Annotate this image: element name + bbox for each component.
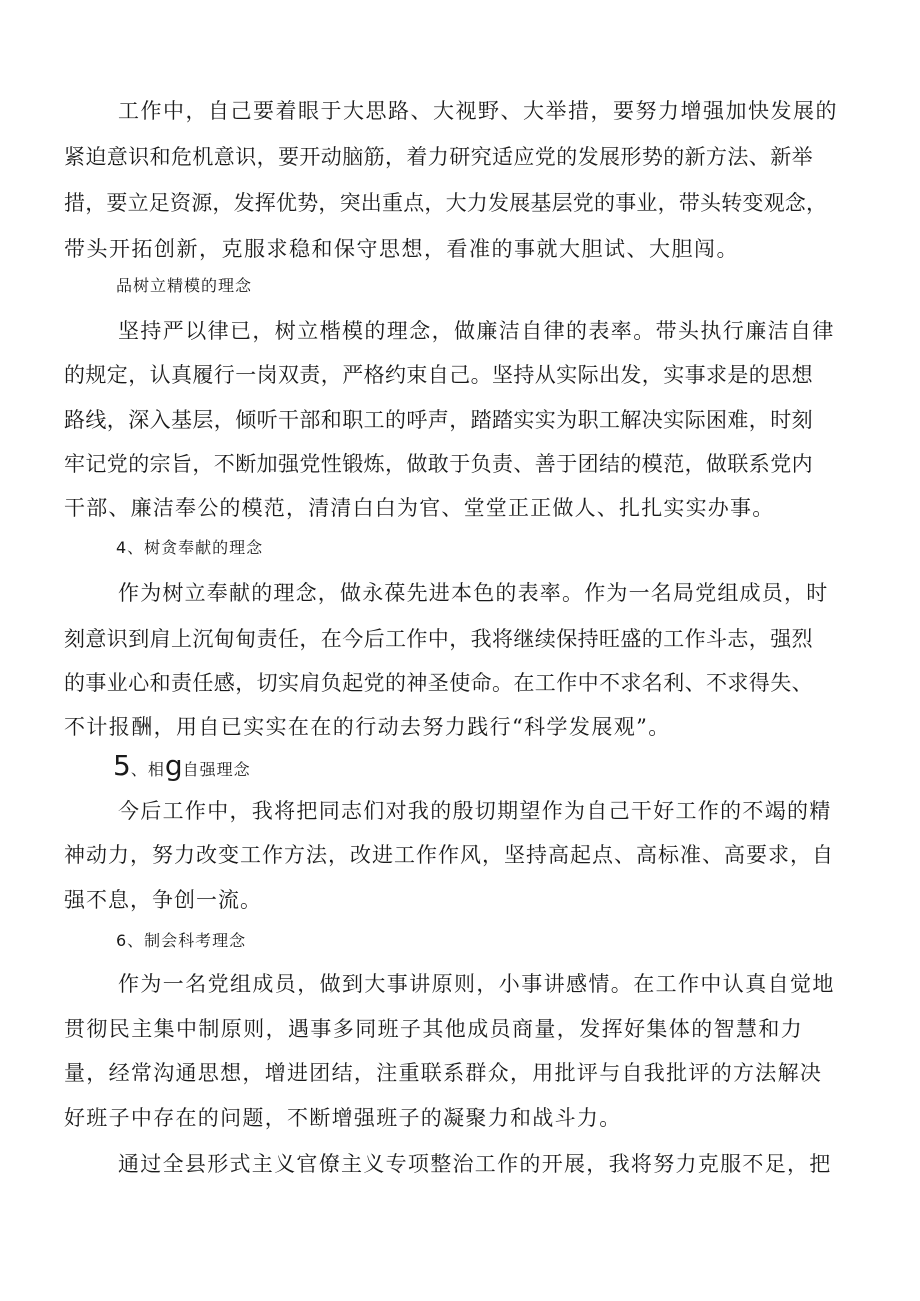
- paragraph-2-line-5: 干部、廉洁奉公的模范，清清白白为官、堂堂正正做人、扎扎实实办事。: [64, 496, 775, 520]
- paragraph-1-line-4: 带头开拓创新，克服求稳和保守思想，看准的事就大胆试、大胆闯。: [64, 237, 739, 261]
- paragraph-3-line-1: 作为树立奉献的理念，做永葆先进本色的表率。作为一名局党组成员，时: [118, 581, 829, 605]
- heading-5-suffix: 自强理念: [182, 760, 251, 779]
- paragraph-4-line-1: 今后工作中，我将把同志们对我的殷切期望作为自己干好工作的不竭的精: [118, 799, 832, 823]
- paragraph-1-line-2: 紧迫意识和危机意识，要开动脑筋，着力研究适应党的发展形势的新方法、新举: [64, 145, 813, 169]
- paragraph-2-line-3: 路线，深入基层，倾听干部和职工的呼声，踏踏实实为职工解决实际困难，时刻: [64, 408, 813, 432]
- paragraph-5-line-1: 作为一名党组成员，做到大事讲原则，小事讲感情。在工作中认真自觉地: [118, 972, 835, 996]
- paragraph-1-line-3: 措，要立足资源，发挥优势，突出重点，大力发展基层党的事业，带头转变观念，: [64, 191, 828, 215]
- paragraph-3-line-2: 刻意识到肩上沉甸甸责任，在今后工作中，我将继续保持旺盛的工作斗志，强烈: [64, 627, 813, 651]
- paragraph-5-line-2: 贯彻民主集中制原则，遇事多同班子其他成员商量，发挥好集体的智慧和力: [64, 1017, 804, 1041]
- heading-5-prefix: 相: [147, 760, 165, 779]
- heading-5-separator: 、: [130, 760, 148, 779]
- paragraph-4-line-2: 神动力，努力改变工作方法，改进工作作风，坚持高起点、高标准、高要求，自: [64, 843, 834, 867]
- paragraph-4-line-3: 强不息，争创一流。: [64, 888, 262, 912]
- paragraph-6-line-1: 通过全县形式主义官僚主义专项整治工作的开展，我将努力克服不足，把: [118, 1152, 832, 1176]
- section-heading-3: 品树立精模的理念: [116, 276, 253, 295]
- paragraph-2-line-1: 坚持严以律已，树立楷模的理念，做廉洁自律的表率。带头执行廉洁自律: [118, 319, 835, 343]
- paragraph-1-line-1: 工作中，自己要着眼于大思路、大视野、大举措，要努力增强加快发展的: [118, 99, 838, 123]
- paragraph-5-line-4: 好班子中存在的问题，不断增强班子的凝聚力和战斗力。: [64, 1106, 622, 1130]
- paragraph-3-line-3: 的事业心和责任感，切实肩负起党的神圣使命。在工作中不求名利、不求得失、: [64, 671, 813, 695]
- paragraph-2-line-4: 牢记党的宗旨，不断加强党性锻炼，做敢于负责、善于团结的模范，做联系党内: [64, 452, 813, 476]
- section-heading-4: 4、树贪奉献的理念: [116, 538, 264, 557]
- section-heading-5: [113, 749, 251, 787]
- paragraph-2-line-2: 的规定，认真履行一岗双责，严格约束自己。坚持从实际出发，实事求是的思想: [64, 363, 813, 387]
- paragraph-3-line-4: 不计报酬，用自已实实在在的行动去努力践行“科学发展观”。: [64, 715, 671, 739]
- paragraph-5-line-3: 量，经常沟通思想，增进团结，注重联系群众，用批评与自我批评的方法解决: [64, 1061, 823, 1085]
- heading-5-number: 5: [113, 749, 131, 782]
- section-heading-6: 6、制会科考理念: [116, 931, 247, 950]
- heading-5-glyph: g: [164, 749, 183, 782]
